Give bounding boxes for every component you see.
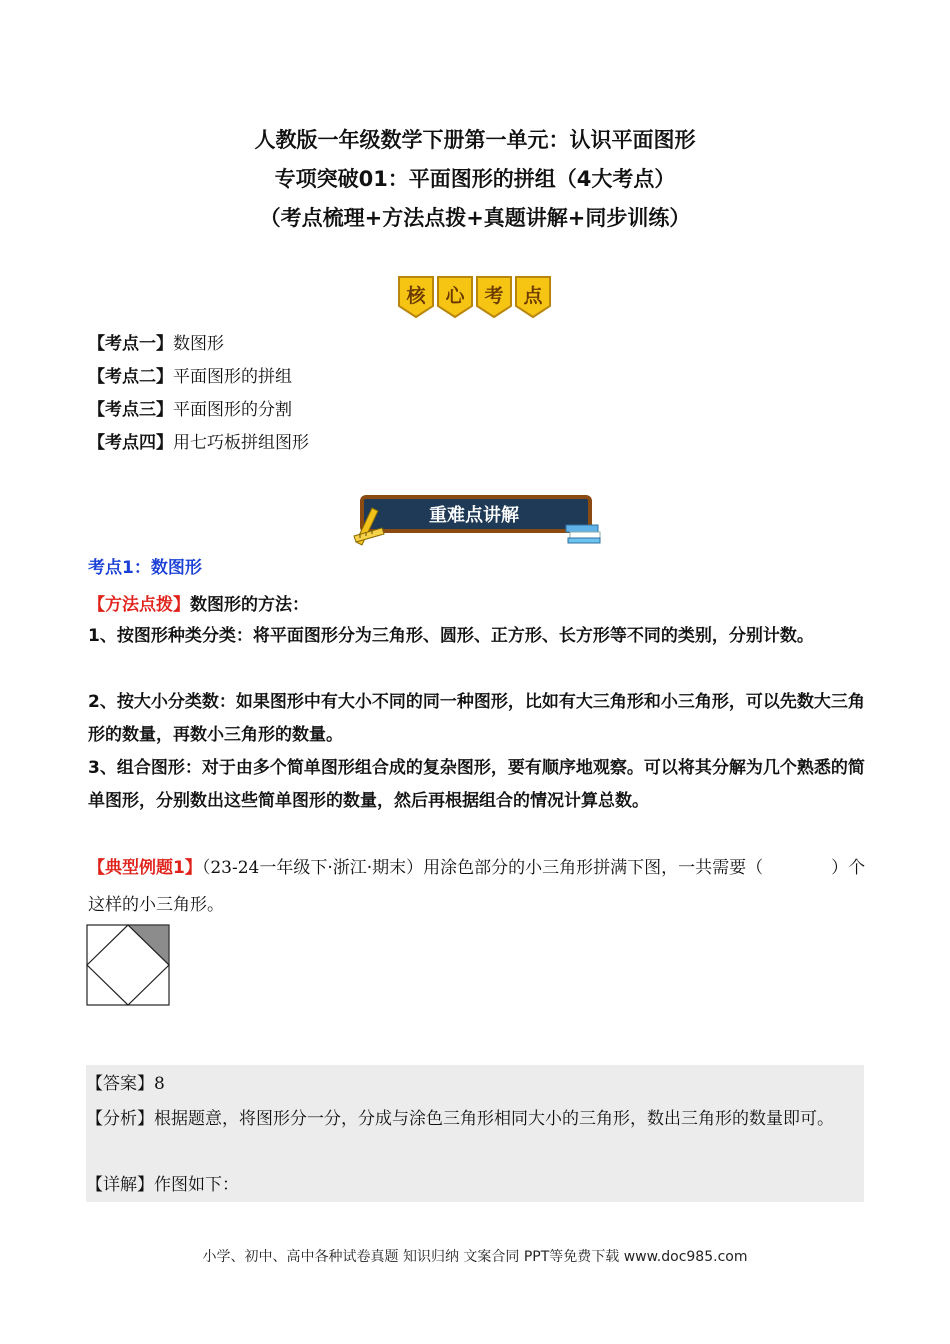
doc-subtitle-note: （考点梳理+方法点拨+真题讲解+同步训练） xyxy=(259,206,691,230)
key-banner-label: 重难点讲解 xyxy=(429,505,519,526)
banner-char-4: 点 xyxy=(523,285,543,307)
detail-line: 【详解】作图如下： xyxy=(86,1175,239,1195)
outline-item: 【考点二】平面图形的拼组 xyxy=(88,367,292,387)
outline-item: 【考点一】数图形 xyxy=(88,334,224,354)
banner-char-2: 心 xyxy=(445,285,465,307)
outline-item: 【考点三】平面图形的分割 xyxy=(88,400,292,420)
method-paragraph: 1、按图形种类分类：将平面图形分为三角形、圆形、正方形、长方形等不同的类别，分别计数。 xyxy=(88,626,814,646)
example-question xyxy=(88,850,868,924)
section-heading: 考点1：数图形 xyxy=(88,558,202,578)
key-points-banner xyxy=(352,494,602,546)
banner-flag-2 xyxy=(438,277,472,317)
banner-char-3: 考 xyxy=(484,285,504,307)
banner-flag-1 xyxy=(399,277,433,317)
doc-subtitle: 专项突破01：平面图形的拼组（4大考点） xyxy=(274,167,676,191)
core-points-banner xyxy=(396,274,554,320)
banner-char-1: 核 xyxy=(406,285,426,307)
analysis-line: 【分析】根据题意，将图形分一分，分成与涂色三角形相同大小的三角形，数出三角形的数量即可。 xyxy=(86,1109,834,1129)
method-paragraph: 3、组合图形：对于由多个简单图形组合成的复杂图形，要有顺序地观察。可以将其分解为几个熟悉的简单图形，分别数出这些简单图形的数量，然后再根据组合的情况计算总数。 xyxy=(88,758,865,811)
answer-value: 8 xyxy=(154,1074,165,1094)
banner-flag-4 xyxy=(516,277,550,317)
method-paragraph: 2、按大小分类数：如果图形中有大小不同的同一种图形，比如有大三角形和小三角形，可以先数大三角形的数量，再数小三角形的数量。 xyxy=(88,692,865,745)
outline-item: 【考点四】用七巧板拼组图形 xyxy=(88,433,309,453)
banner-flag-3 xyxy=(477,277,511,317)
method-tag: 【方法点拨】 xyxy=(88,595,190,615)
doc-title: 人教版一年级数学下册第一单元：认识平面图形 xyxy=(254,128,696,152)
outline-list xyxy=(88,328,309,460)
answer-line: 【答案】8 xyxy=(86,1074,165,1094)
method-text: 数图形的方法： xyxy=(190,595,309,615)
method-line xyxy=(88,590,309,615)
square-diamond-figure xyxy=(86,924,170,1006)
example-text: （23-24一年级下·浙江·期末）用涂色部分的小三角形拼满下图，一共需要（ ）个这样的小三角形。 xyxy=(88,858,866,915)
answer-box xyxy=(86,1065,864,1202)
books-icon xyxy=(566,525,600,543)
page-footer: 小学、初中、高中各种试卷真题 知识归纳 文案合同 PPT等免费下载 www.doc985.com xyxy=(202,1249,748,1265)
example-tag: 【典型例题1】 xyxy=(88,858,202,878)
